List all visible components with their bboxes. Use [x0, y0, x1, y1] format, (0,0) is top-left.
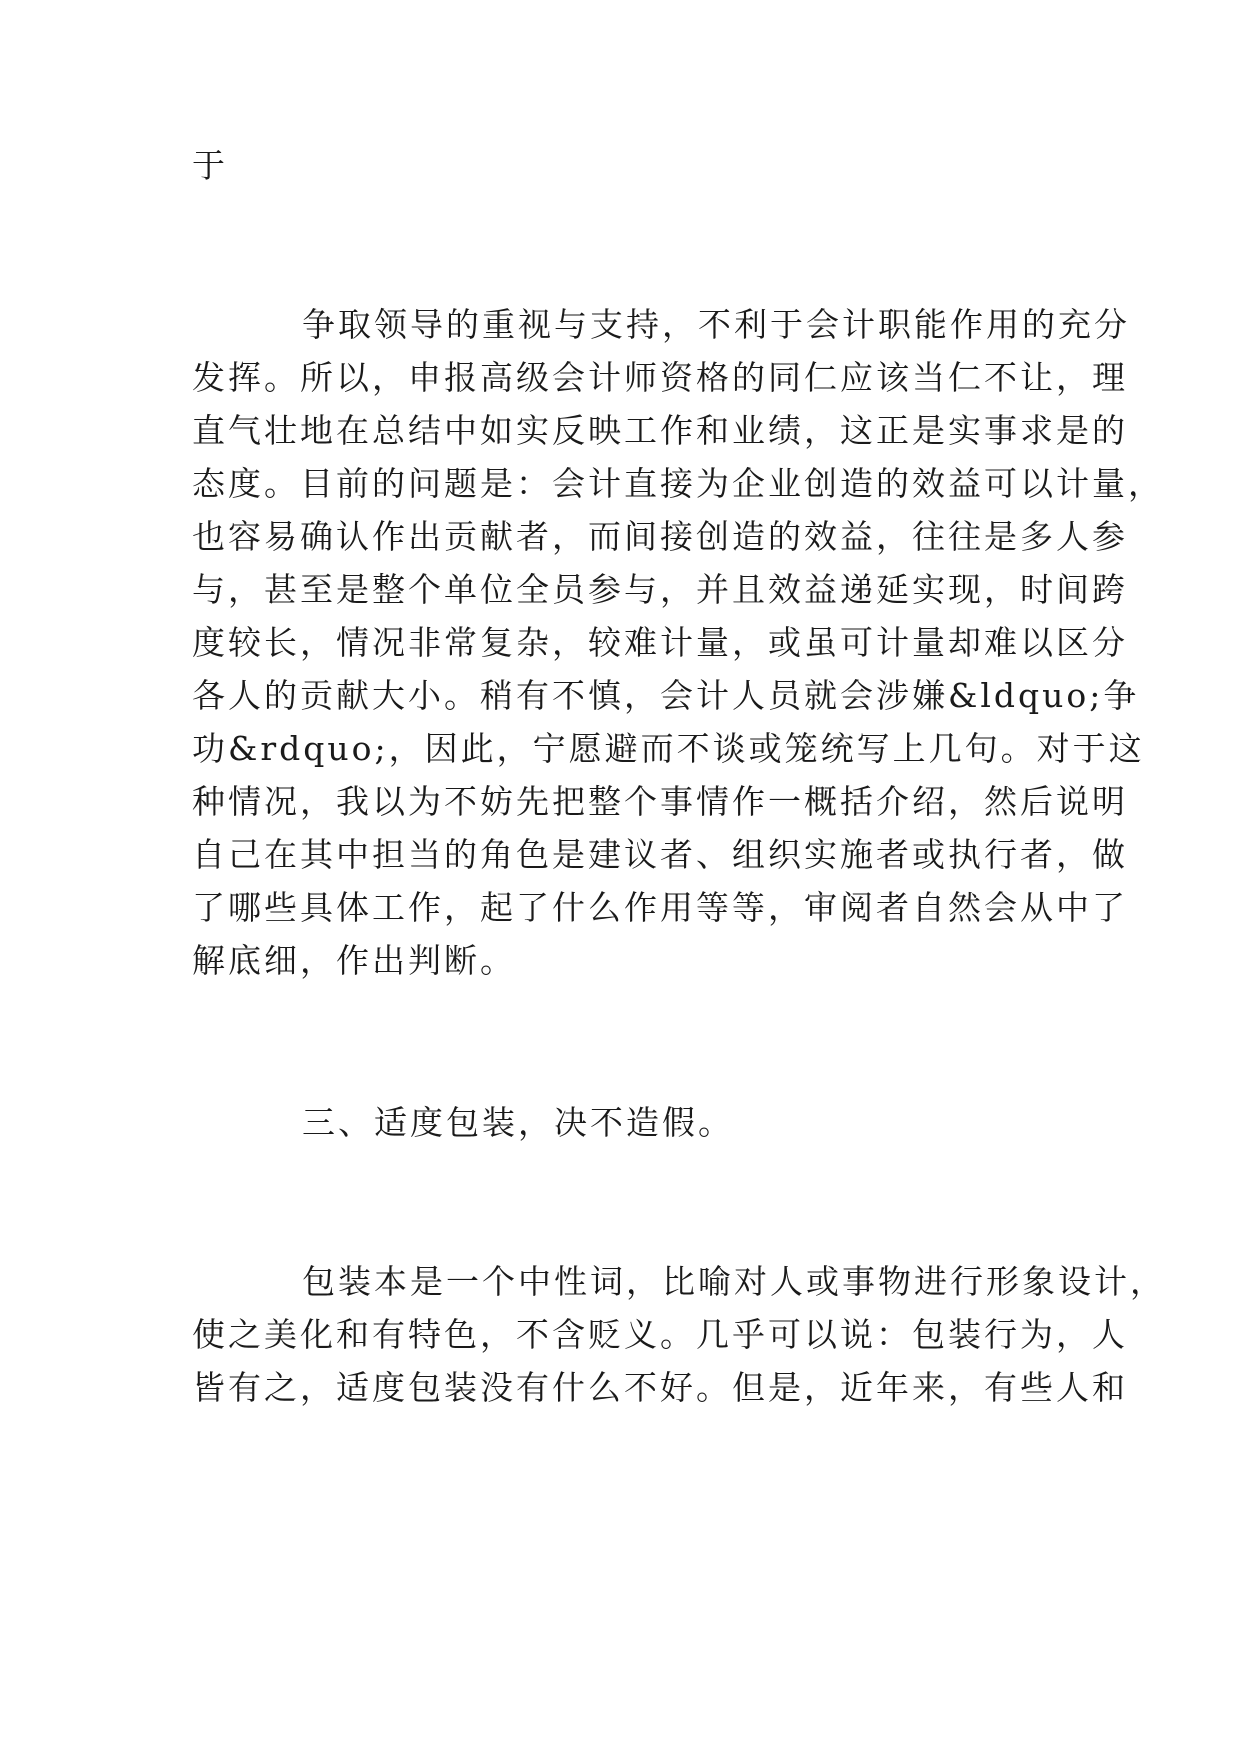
paragraph-line: 也容易确认作出贡献者，而间接创造的效益，往往是多人参 — [192, 517, 1128, 556]
paragraph-line: 度较长，情况非常复杂，较难计量，或虽可计量却难以区分 — [192, 623, 1128, 662]
paragraph-line: 争取领导的重视与支持，不利于会计职能作用的充分 — [302, 305, 1130, 344]
paragraph-line: 态度。目前的问题是：会计直接为企业创造的效益可以计量， — [192, 464, 1164, 503]
paragraph-line: 皆有之，适度包装没有什么不好。但是，近年来，有些人和 — [192, 1368, 1128, 1407]
paragraph-line: 种情况，我以为不妨先把整个事情作一概括介绍，然后说明 — [192, 782, 1128, 821]
paragraph-line: 解底细，作出判断。 — [192, 941, 516, 980]
paragraph-line: 发挥。所以，申报高级会计师资格的同仁应该当仁不让，理 — [192, 358, 1128, 397]
fragment-text: 于 — [192, 146, 228, 185]
paragraph-line: 直气壮地在总结中如实反映工作和业绩，这正是实事求是的 — [192, 411, 1128, 450]
paragraph-line: 功&rdquo;，因此，宁愿避而不谈或笼统写上几句。对于这 — [192, 729, 1145, 768]
paragraph-line: 各人的贡献大小。稍有不慎，会计人员就会涉嫌&ldquo;争 — [192, 676, 1140, 715]
section-heading: 三、适度包装，决不造假。 — [302, 1103, 734, 1142]
paragraph-line: 包装本是一个中性词，比喻对人或事物进行形象设计， — [302, 1262, 1166, 1301]
paragraph-line: 自己在其中担当的角色是建议者、组织实施者或执行者，做 — [192, 835, 1128, 874]
paragraph-line: 使之美化和有特色，不含贬义。几乎可以说：包装行为，人 — [192, 1315, 1128, 1354]
paragraph-line: 与，甚至是整个单位全员参与，并且效益递延实现，时间跨 — [192, 570, 1128, 609]
paragraph-line: 了哪些具体工作，起了什么作用等等，审阅者自然会从中了 — [192, 888, 1128, 927]
